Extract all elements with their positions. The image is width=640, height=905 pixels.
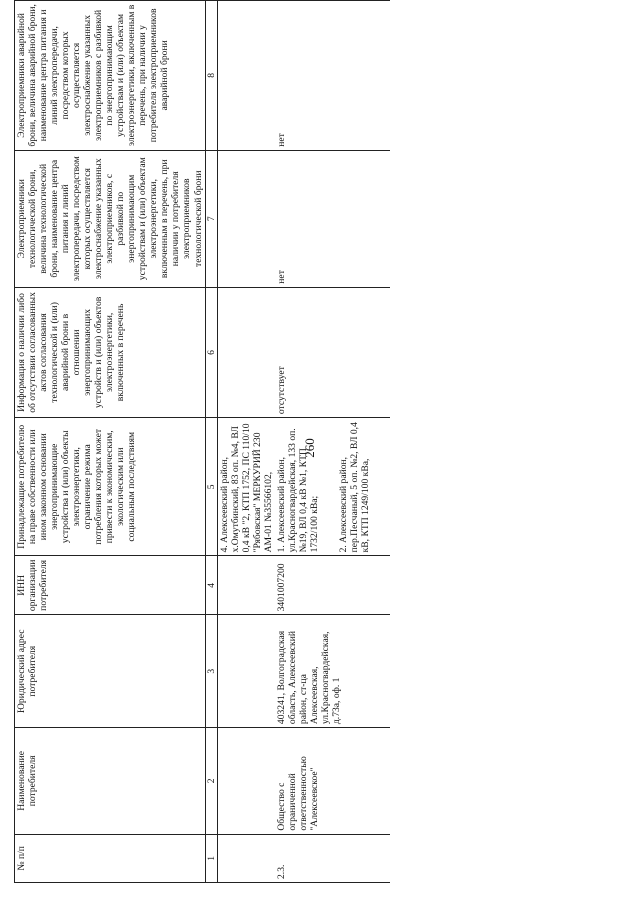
column-number: 3 xyxy=(205,615,217,728)
header-acts-info: Информация о наличии либо об отсутствии согласованных актов согласования технологической и (или) аварийной брони в отношении энергопринимающих устройств и (или) объектов электроэнергетики, включенных в перечень xyxy=(15,287,206,417)
page-number: 260 xyxy=(301,438,317,458)
emergency-reserve-value: нет xyxy=(275,1,390,151)
column-numbers-row xyxy=(205,1,217,883)
row-number: 2.3. xyxy=(275,834,390,882)
table-row xyxy=(275,1,390,883)
header-legal-address: Юридический адрес потребителя xyxy=(15,615,206,728)
header-num: № п/п xyxy=(15,834,206,882)
consumer-name: Общество с ограниченной ответственностью "Алексеевское" xyxy=(275,728,390,835)
column-number: 2 xyxy=(205,728,217,835)
header-tech-reserve: Электроприемники технологической брони, величина технологической брони, наименование центра питания и линий электропередачи, посредством которых осуществляется электроснабжение указанных электроприемников, с разбивкой по энергопринимающим устройствам и (или) объектам электроэнергетики, включенным в перечень, при наличии у потребителя электроприемников технологической брони xyxy=(15,150,206,287)
column-number: 1 xyxy=(205,834,217,882)
header-emergency-reserve: Электроприемники аварийной брони, величина аварийной брони, наименование центра питания и линий электропередачи, посредством которых осуществляется электроснабжение указанных электроприемников с разбивкой по энергопринимающим устройствам и (или) объектам электроэнергетики, включенным в перечень, при наличии у потребителя электроприемников аварийной брони xyxy=(15,1,206,151)
legal-address: 403241, Волгоградская область, Алексеевский район, ст-ца Алексеевская, ул.Красногвардейская, д.73а, оф. 1 xyxy=(275,615,390,728)
column-number: 8 xyxy=(205,1,217,151)
device-entry: 1. Алексеевский район, ул.Красногвардейская, 133 оп. №19, ВЛ 0,4 кВ №1, КТП 1732/100 кВа; xyxy=(275,428,320,553)
device-entry: 2. Алексеевский район, пер.Песчаный, 5 оп. №2, ВЛ 0,4 кВ, КТП 1249/100 кВа, xyxy=(337,422,371,553)
continued-device-entry: 4. Алексеевский район, х.Омутбинский, 83 оп. №4, ВЛ 0,4 кВ "2, КТП 1752, ПС 110/10 "Рябовская" МЕРКУРИЙ 230 АМ-01 №35566102, xyxy=(217,418,275,556)
header-consumer-name: Наименование потребителя xyxy=(15,728,206,835)
consumers-table xyxy=(14,0,390,883)
acts-status: отсутствует xyxy=(275,287,390,417)
column-number: 5 xyxy=(205,418,217,556)
table-header-row xyxy=(15,1,206,883)
header-devices: Принадлежащие потребителю на праве собственности или ином законном основании энергопринимающие устройства и (или) объекты электроэнергетики, ограничение режима потребления которых может привести к экономическим, экологическим или социальным последствиям xyxy=(15,418,206,556)
device-list xyxy=(275,418,390,556)
inn-value: 3401007200 xyxy=(275,556,390,615)
tech-reserve-value: нет xyxy=(275,150,390,287)
column-number: 6 xyxy=(205,287,217,417)
column-number: 4 xyxy=(205,556,217,615)
header-inn: ИНН организации потребителя xyxy=(15,556,206,615)
table-row-continued xyxy=(217,1,275,883)
column-number: 7 xyxy=(205,150,217,287)
